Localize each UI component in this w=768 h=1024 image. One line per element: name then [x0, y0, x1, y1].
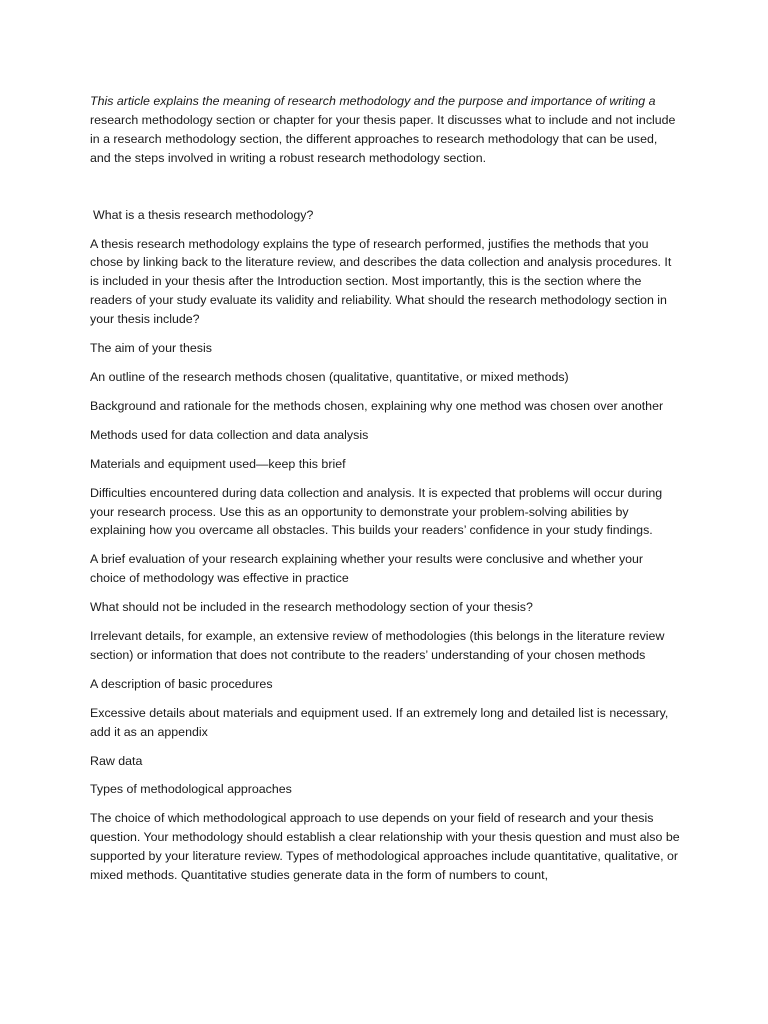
exclude-item: Raw data [90, 753, 143, 768]
include-item: Background and rationale for the methods chosen, explaining why one method was chosen over another [90, 398, 664, 413]
include-item: The aim of your thesis [90, 341, 212, 356]
include-item: Materials and equipment used—keep this brief [90, 456, 346, 471]
include-item: A brief evaluation of your research explaining whether your results were conclusive and whether your choice of methodology was effective in practice [90, 552, 644, 586]
exclude-item: Excessive details about materials and equipment used. If an extremely long and detailed list is necessary, add it as an appendix [90, 705, 669, 739]
exclude-item: Irrelevant details, for example, an extensive review of methodologies (this belongs in the literature review section) or information that does not contribute to the readers’ understanding of your chosen methods [90, 629, 665, 662]
section-body-approaches: The choice of which methodological approach to use depends on your field of research and your thesis question. Your methodology should establish a clear relationship with your thesis question and must also be supported by your literature review. Types of methodological approaches include quantitative, qualitative, or mixed methods. Quantitative studies generate data in the form of numbers to count, [90, 811, 680, 883]
include-item: Methods used for data collection and data analysis [90, 427, 369, 442]
intro-paragraph [90, 92, 680, 168]
section-heading-not-included: What should not be included in the research methodology section of your thesis? [90, 600, 533, 615]
section-body-what-is-methodology: A thesis research methodology explains the type of research performed, justifies the methods that you chose by linking back to the literature review, and describes the data collection and analysis procedures. It is included in your thesis after the Introduction section. Most importantly, this is the section where the readers of your study evaluate its validity and reliability. What should the research methodology section in your thesis include? [90, 236, 672, 327]
exclude-item: A description of basic procedures [90, 676, 273, 691]
section-heading-what-is-methodology: What is a thesis research methodology? [93, 207, 314, 222]
include-item: Difficulties encountered during data collection and analysis. It is expected that problems will occur during your research process. Use this as an opportunity to demonstrate your problem-solving abilities by explaining how you overcame all obstacles. This builds your readers’ confidence in your study findings. [90, 485, 663, 538]
section-heading-approaches: Types of methodological approaches [90, 782, 292, 797]
include-item: An outline of the research methods chosen (qualitative, quantitative, or mixed methods) [90, 369, 569, 384]
document-page [90, 92, 680, 895]
intro-italic-text: This article explains the meaning of research methodology and the purpose and importance of writing a [90, 94, 656, 108]
intro-text: research methodology section or chapter for your thesis paper. It discusses what to include and not include in a research methodology section, the different approaches to research methodology that can be used, and the steps involved in writing a robust research methodology section. [90, 112, 676, 165]
